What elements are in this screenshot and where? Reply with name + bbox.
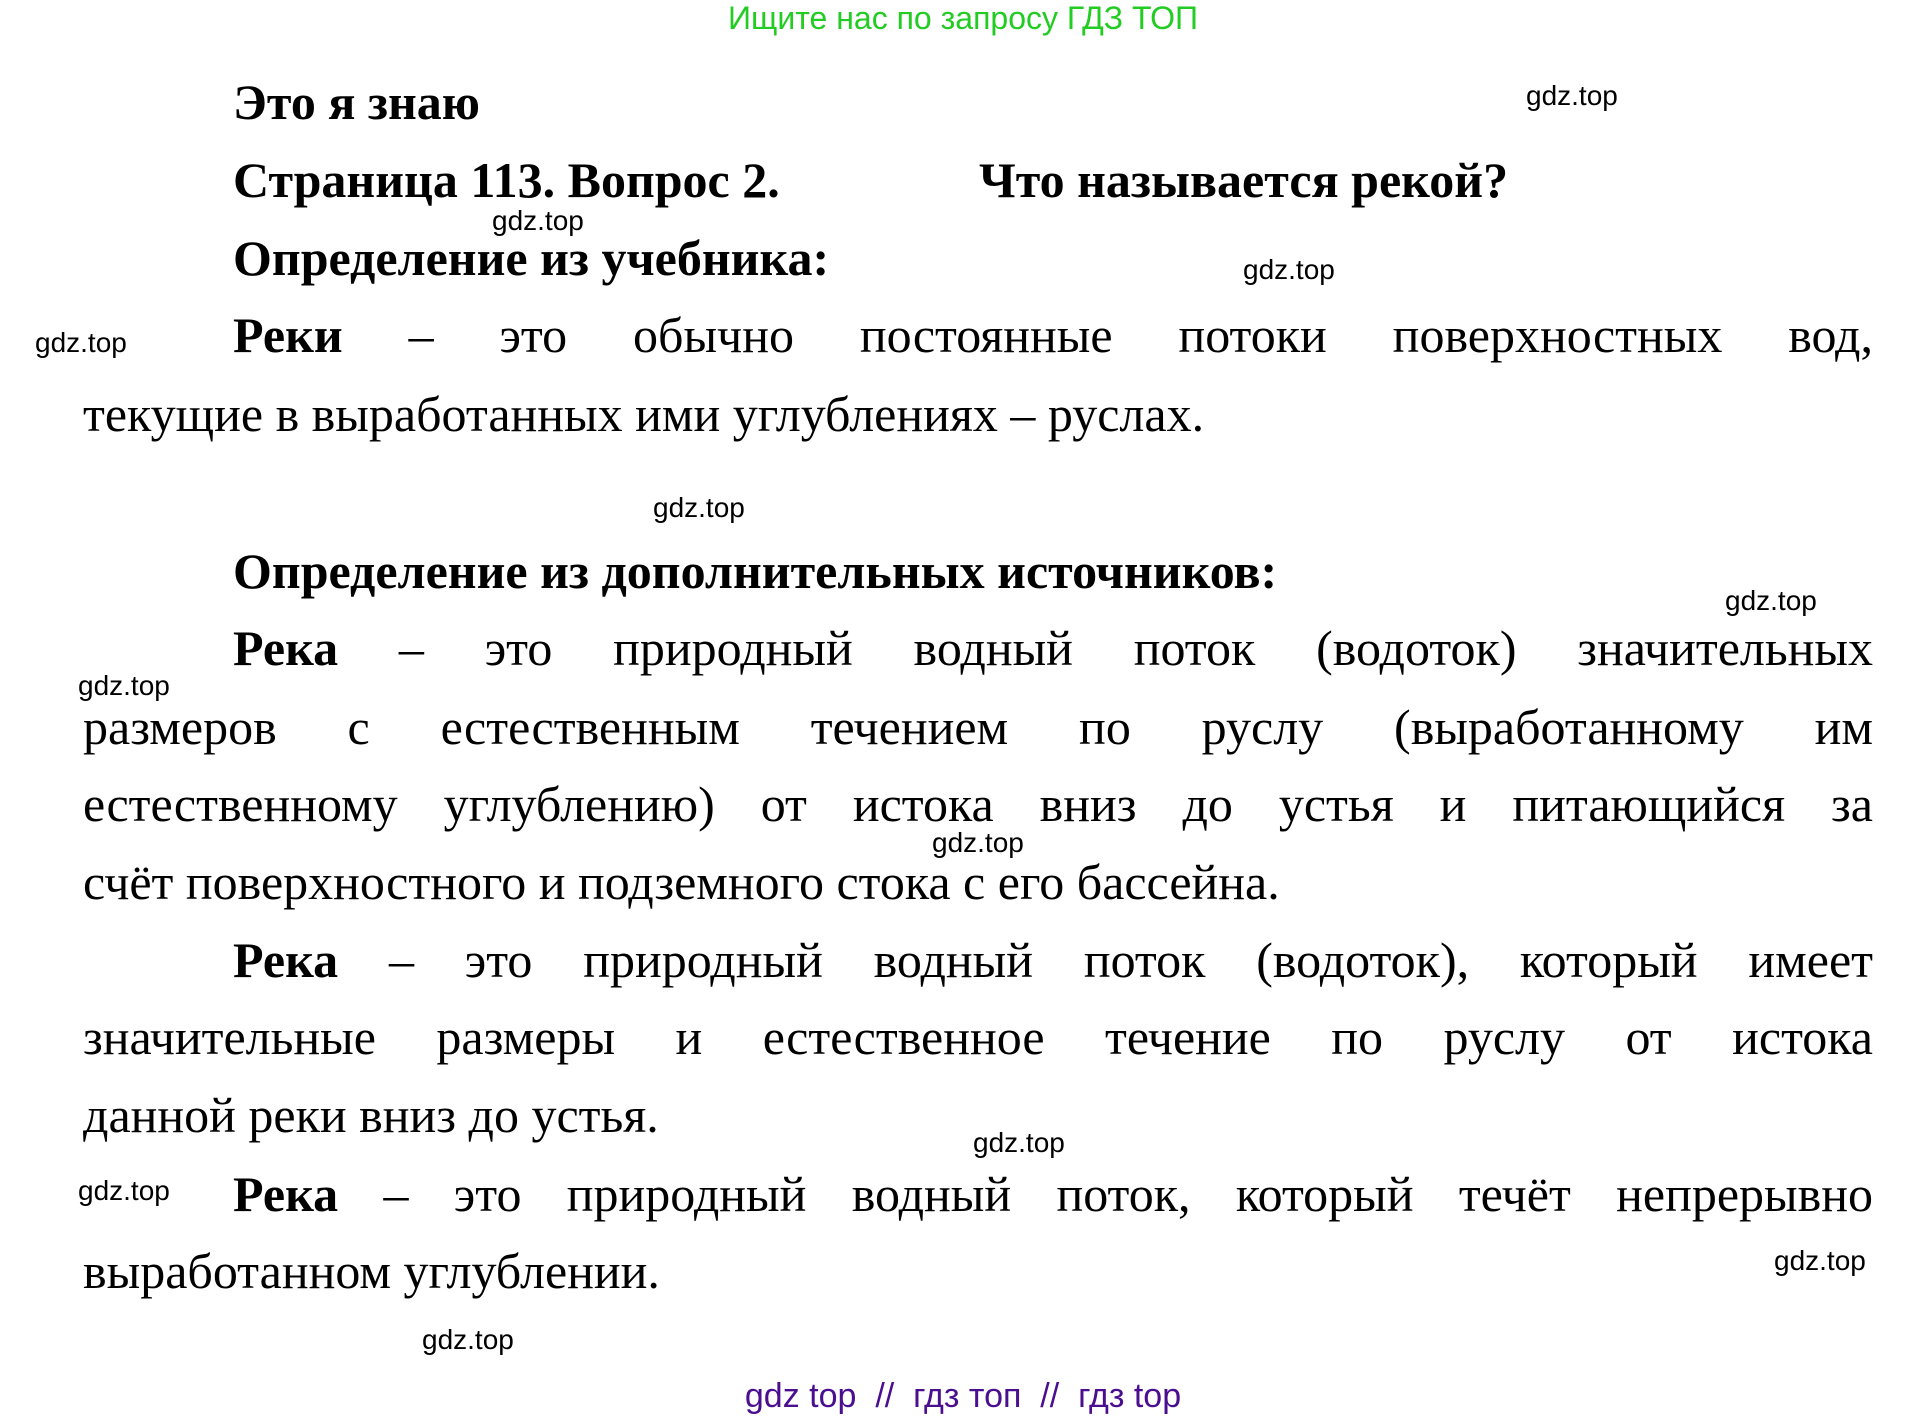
extra-def-line: выработанном углублении. [83,1243,660,1299]
term: Река [233,620,339,676]
watermark: gdz.top [35,327,127,358]
extra-def-line: размеров с естественным течением по руслу (выработанному им [83,699,1873,755]
watermark: gdz.top [1774,1245,1866,1276]
watermark: gdz.top [492,205,584,236]
extra-def-line: данной реки вниз до устья. [83,1087,659,1143]
watermark: gdz.top [1243,254,1335,285]
question: Что называется рекой? [979,152,1509,208]
search-banner: Ищите нас по запросу ГДЗ ТОП [728,0,1198,36]
extra-def-line: Река – это природный водный поток, который течёт непрерывно [233,1166,1873,1222]
footer-link[interactable]: gdz top [744,1377,857,1415]
question-ref: Страница 113. Вопрос 2. [233,152,780,208]
extra-def-line: счёт поверхностного и подземного стока с его бассейна. [83,854,1280,910]
watermark: gdz.top [973,1127,1065,1158]
extra-heading: Определение из дополнительных источников: [233,543,1278,599]
separator: // [1040,1377,1060,1415]
extra-def-line: Река – это природный водный поток (водоток) значительных [233,620,1873,676]
extra-def-line: естественному углублению) от истока вниз до устья и питающийся за [83,776,1873,832]
watermark: gdz.top [932,827,1024,858]
footer-links [0,1376,1926,1416]
term: Река [233,932,339,988]
watermark: gdz.top [653,492,745,523]
section-title: Это я знаю [233,74,480,130]
term: Реки [233,307,343,363]
watermark: gdz.top [422,1324,514,1355]
footer-link[interactable]: гдз топ [913,1377,1022,1415]
textbook-heading: Определение из учебника: [233,230,830,286]
extra-def-line: значительные размеры и естественное течение по руслу от истока [83,1009,1873,1065]
extra-def-line: Река – это природный водный поток (водоток), который имеет [233,932,1873,988]
textbook-def-line: текущие в выработанных ими углублениях – руслах. [83,386,1205,442]
watermark: gdz.top [1725,585,1817,616]
separator: // [875,1377,895,1415]
watermark: gdz.top [78,1175,170,1206]
watermark: gdz.top [1526,80,1618,111]
textbook-def-line: Реки – это обычно постоянные потоки поверхностных вод, [233,307,1873,363]
footer-link[interactable]: гдз top [1078,1377,1182,1415]
watermark: gdz.top [78,670,170,701]
term: Река [233,1166,339,1222]
